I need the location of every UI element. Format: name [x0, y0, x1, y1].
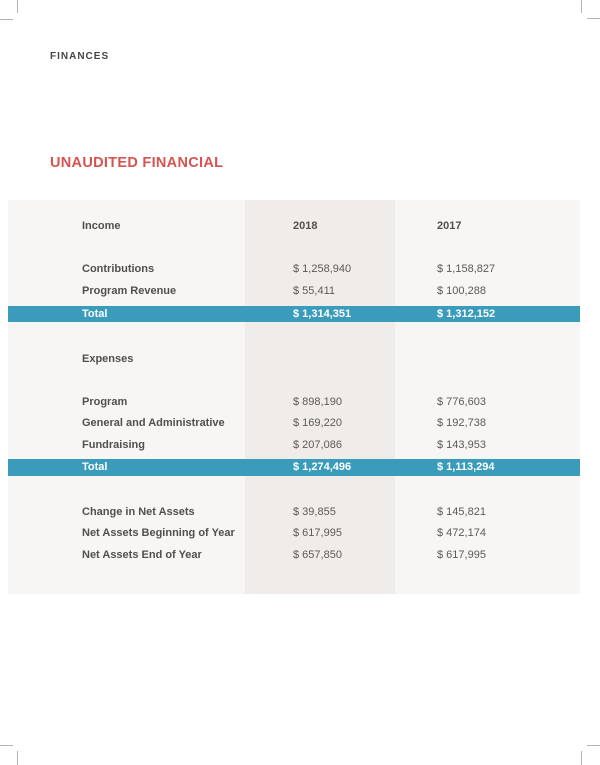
row-label: Program [82, 396, 128, 408]
value-2017: $ 472,174 [437, 527, 486, 539]
crop-mark-bottom-right-vertical [581, 751, 582, 765]
row-label: Fundraising [82, 439, 145, 451]
value-2017: $ 776,603 [437, 396, 486, 408]
table-row [8, 548, 580, 562]
crop-mark-top-left-horizontal [0, 19, 13, 20]
column-header-2017: 2017 [437, 220, 462, 232]
section-kicker: FINANCES [50, 51, 110, 62]
value-2018: $ 169,220 [293, 417, 342, 429]
value-2017: $ 192,738 [437, 417, 486, 429]
value-2017: $ 145,821 [437, 506, 486, 518]
total-value-2018: $ 1,314,351 [293, 308, 352, 320]
total-label: Total [82, 461, 108, 473]
table-row [8, 416, 580, 430]
total-value-2017: $ 1,113,294 [437, 461, 495, 473]
crop-mark-bottom-right-horizontal [587, 745, 600, 746]
column-header-2018: 2018 [293, 220, 318, 232]
expenses-header-row [8, 352, 580, 366]
table-row [8, 505, 580, 519]
income-total-row [8, 306, 580, 322]
financial-table [8, 200, 580, 594]
crop-mark-bottom-left-horizontal [0, 745, 13, 746]
crop-mark-top-right-horizontal [587, 18, 600, 19]
value-2018: $ 617,995 [293, 527, 342, 539]
total-value-2018: $ 1,274,496 [293, 461, 352, 473]
value-2018: $ 55,411 [293, 285, 336, 297]
table-row [8, 526, 580, 540]
value-2017: $ 1,158,827 [437, 263, 496, 275]
income-section-header: Income [82, 220, 121, 232]
crop-mark-top-right-vertical [581, 0, 582, 13]
value-2017: $ 100,288 [437, 285, 486, 297]
crop-mark-bottom-left-vertical [17, 751, 18, 765]
table-row [8, 284, 580, 298]
value-2018: $ 39,855 [293, 506, 336, 518]
table-row [8, 262, 580, 276]
value-2018: $ 898,190 [293, 396, 342, 408]
value-2017: $ 143,953 [437, 439, 486, 451]
expenses-total-row [8, 459, 580, 476]
total-value-2017: $ 1,312,152 [437, 308, 496, 320]
row-label: General and Administrative [82, 417, 225, 429]
row-label: Net Assets End of Year [82, 549, 202, 561]
total-label: Total [82, 308, 108, 320]
value-2018: $ 657,850 [293, 549, 342, 561]
page-title: UNAUDITED FINANCIAL [50, 155, 224, 171]
value-2018: $ 207,086 [293, 439, 342, 451]
crop-mark-top-left-vertical [17, 0, 18, 13]
table-header-row [8, 219, 580, 233]
row-label: Net Assets Beginning of Year [82, 527, 235, 539]
table-row [8, 395, 580, 409]
expenses-section-header: Expenses [82, 353, 134, 365]
row-label: Change in Net Assets [82, 506, 195, 518]
row-label: Contributions [82, 263, 155, 275]
table-row [8, 438, 580, 452]
row-label: Program Revenue [82, 285, 177, 297]
value-2017: $ 617,995 [437, 549, 486, 561]
value-2018: $ 1,258,940 [293, 263, 352, 275]
